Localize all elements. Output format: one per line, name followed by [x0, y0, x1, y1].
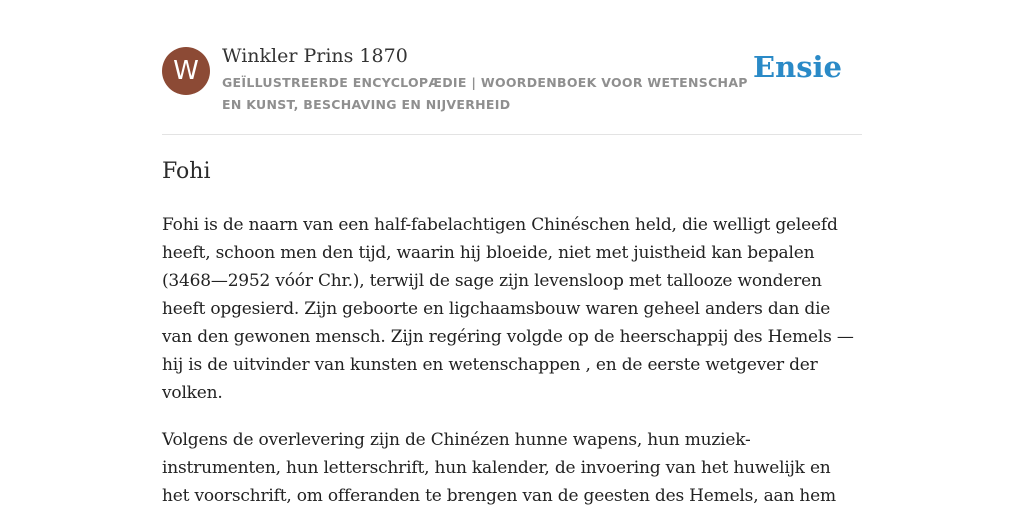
- source-title[interactable]: Winkler Prins 1870: [222, 45, 408, 67]
- source-subtitle: GEÏLLUSTREERDE ENCYCLOPÆDIE | WOORDENBOEK VOOR WETENSCHAP EN KUNST, BESCHAVING EN NIJVERHEID: [222, 75, 748, 112]
- article-paragraph: Volgens de overlevering zijn de Chinézen hunne wapens, hun muziek-instrumenten, hun letterschrift, hun kalender, de invoering van het huwelijk en het voorschrift, om offeranden te brengen van de geesten des Hemels, aan hem: [162, 430, 836, 506]
- article-paragraph: Fohi is de naarn van een half-fabelachtigen Chinéschen held, die welligt geleefd heeft, schoon men den tijd, waarin hij bloeide, niet met juistheid kan bepalen (3468—2952 vóór Chr.), terwijl de sage zijn levensloop met tallooze wonderen heeft opgesierd. Zijn geboorte en ligchaamsbouw waren geheel anders dan die van den gewonen mensch. Zijn regéring volgde op de heerschappij des Hemels — hij is de uitvinder van kunsten en wetenschappen , en de eerste wetgever der volken.: [162, 215, 854, 403]
- article-title: Fohi: [162, 159, 211, 184]
- article-body: [162, 211, 862, 512]
- source-header: [162, 0, 862, 135]
- ensie-logo-link[interactable]: Ensie: [753, 50, 842, 84]
- article-container: [162, 0, 862, 506]
- source-avatar[interactable]: W: [162, 47, 210, 95]
